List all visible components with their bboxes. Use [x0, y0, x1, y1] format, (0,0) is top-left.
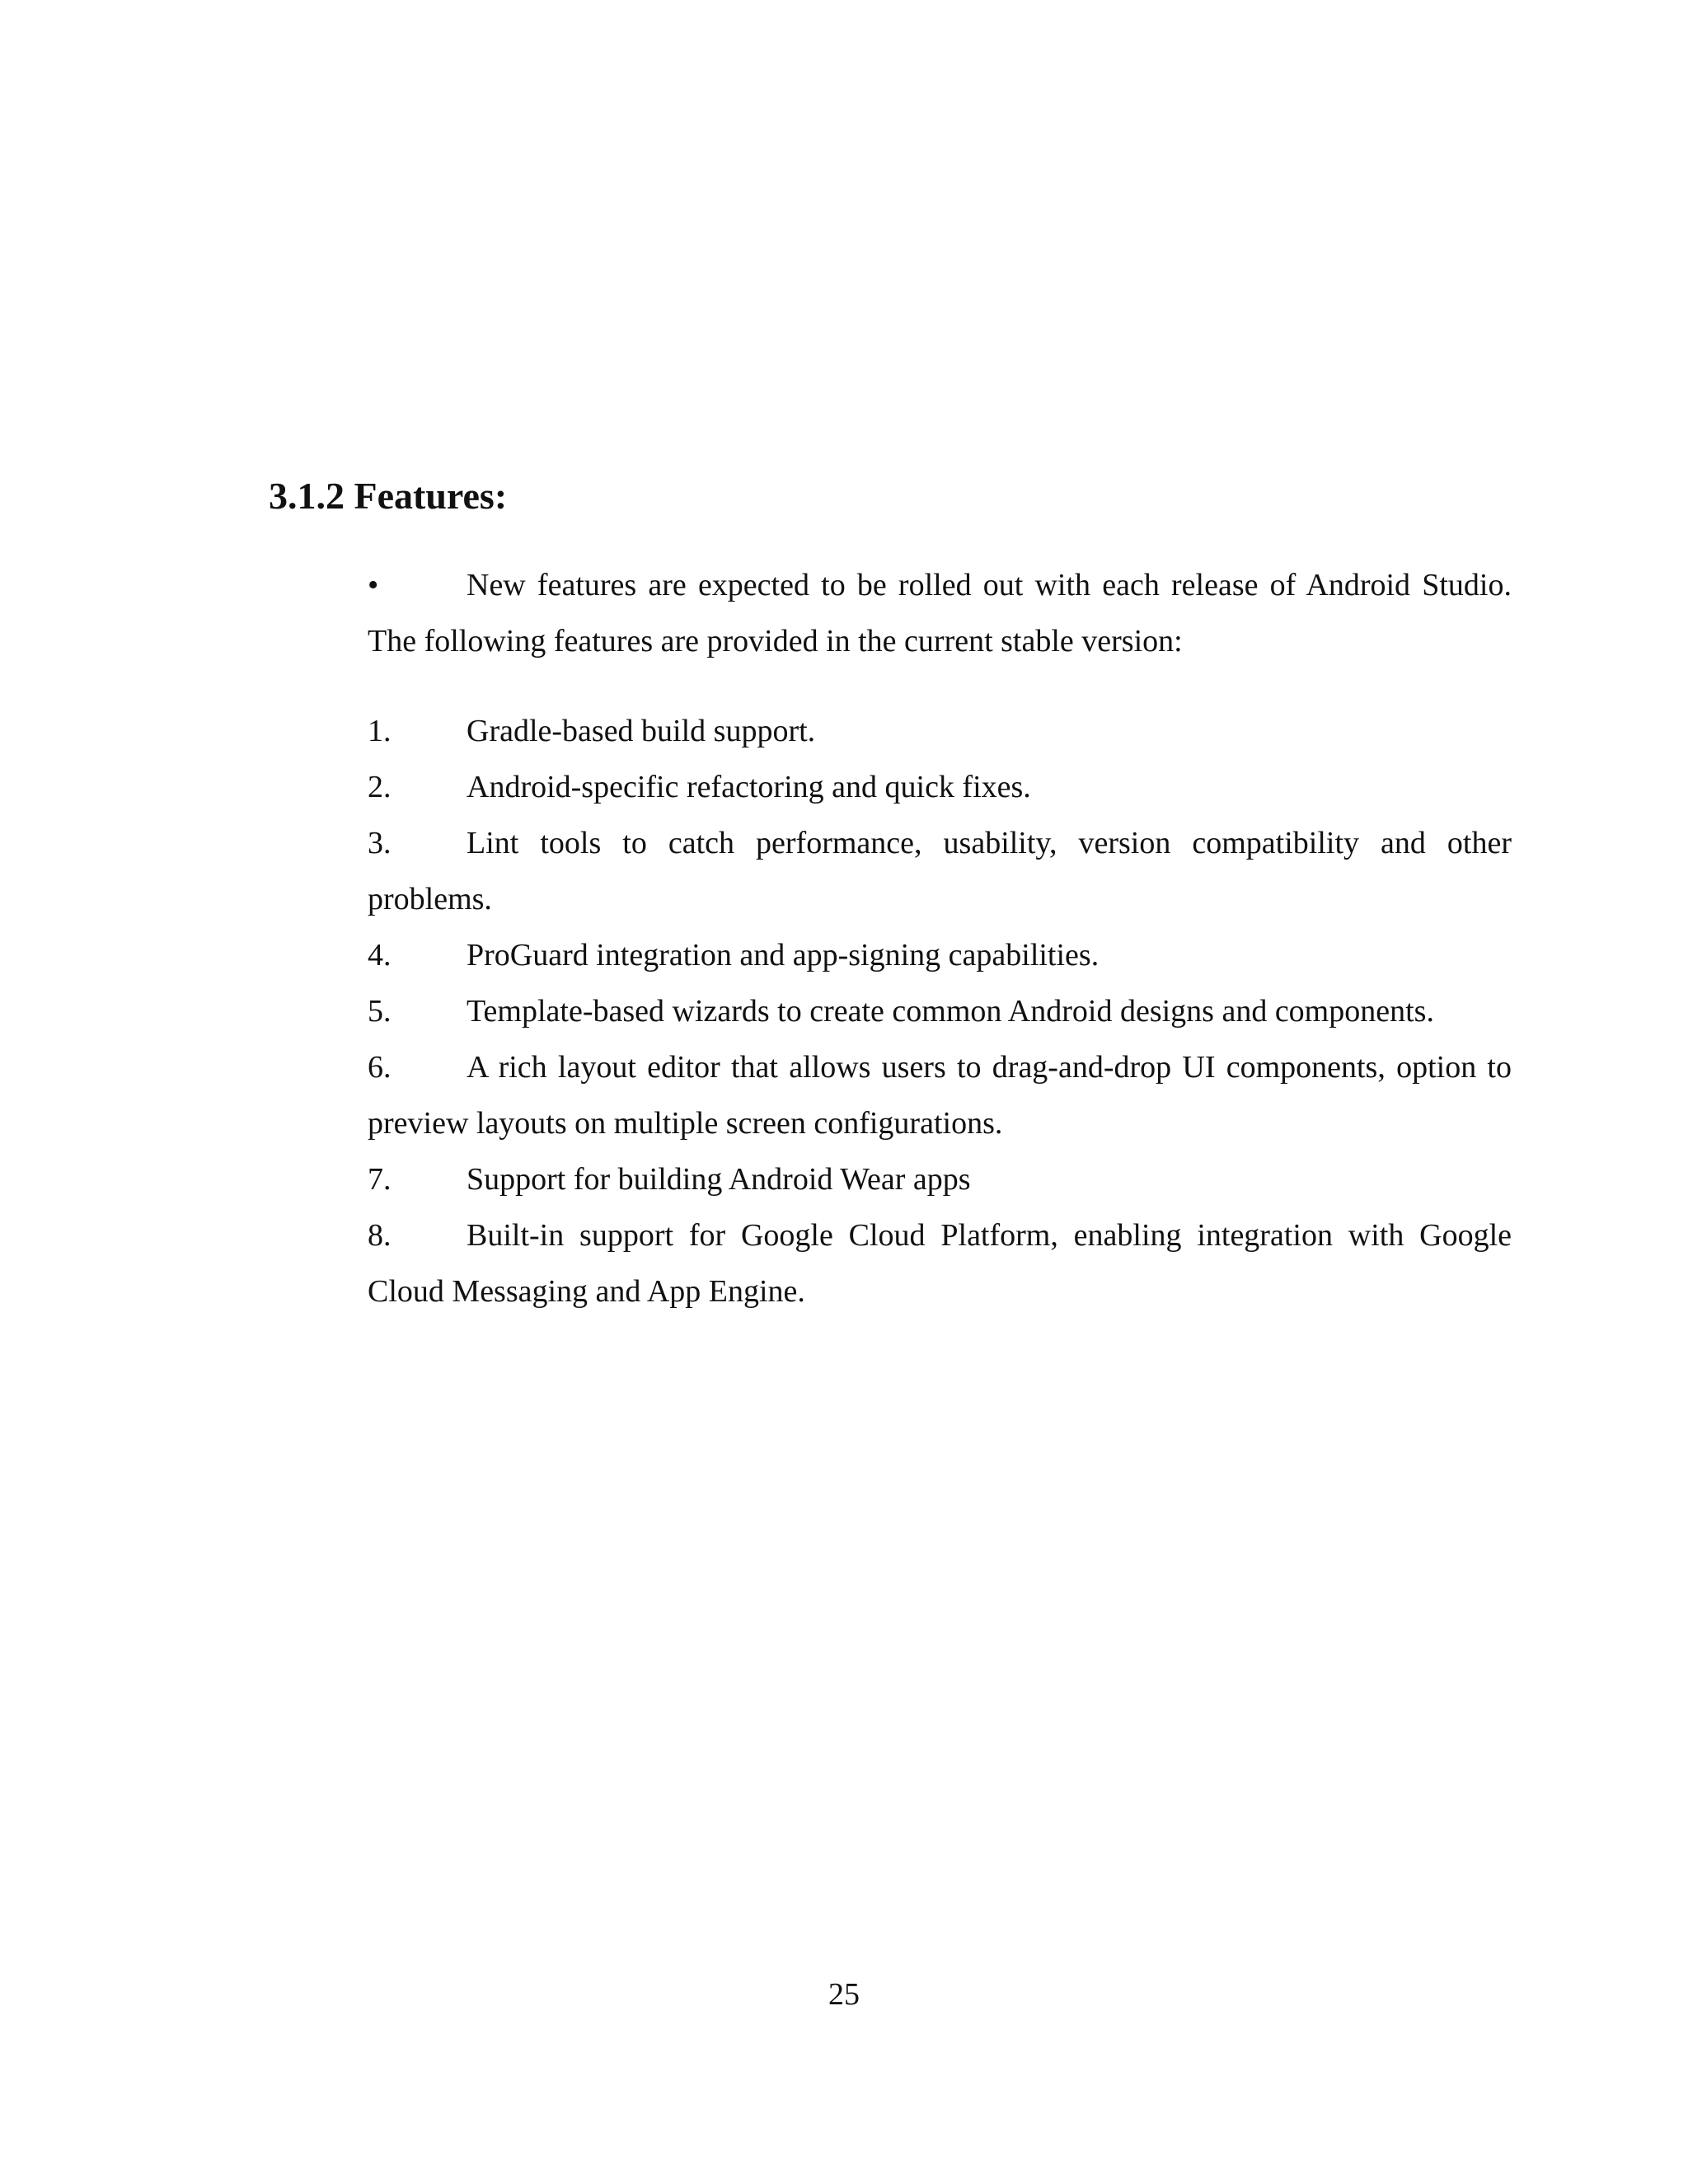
list-item-text: Android-specific refactoring and quick fixes.: [467, 770, 1031, 804]
list-item: [368, 759, 1512, 815]
list-item-number: 4.: [368, 938, 392, 972]
bullet-icon: •: [368, 568, 379, 602]
list-item: [368, 927, 1512, 983]
list-item-number: 3.: [368, 826, 392, 860]
list-item-number: 8.: [368, 1218, 392, 1253]
features-list: [368, 703, 1512, 1319]
list-item-number: 5.: [368, 994, 392, 1029]
list-item-number: 1.: [368, 714, 392, 748]
list-item-text: A rich layout editor that allows users to drag-and-drop UI components, option to preview layouts on multiple screen configurations.: [368, 1050, 1512, 1141]
list-item-text: Gradle-based build support.: [467, 714, 816, 748]
list-item-text: Built-in support for Google Cloud Platform, enabling integration with Google Cloud Messaging and App Engine.: [368, 1218, 1512, 1309]
list-item-text: Lint tools to catch performance, usability, version compatibility and other problems.: [368, 826, 1512, 916]
list-item-number: 6.: [368, 1050, 392, 1085]
list-item-text: Support for building Android Wear apps: [467, 1162, 971, 1197]
intro-line-2: The following features are provided in the current stable version:: [368, 624, 1183, 658]
list-item-text: ProGuard integration and app-signing capabilities.: [467, 938, 1100, 972]
intro-line-1: New features are expected to be rolled out with each release of Android Studio.: [467, 568, 1512, 602]
list-item-number: 2.: [368, 770, 392, 804]
list-item: [368, 703, 1512, 759]
list-item: [368, 1151, 1512, 1207]
list-item-text: Template-based wizards to create common Android designs and components.: [467, 994, 1434, 1029]
page-number: 25: [828, 1977, 860, 2012]
list-item: [368, 983, 1512, 1039]
list-item: [368, 1207, 1512, 1319]
list-item: [368, 815, 1512, 927]
section-heading: 3.1.2 Features:: [269, 475, 508, 517]
list-item-number: 7.: [368, 1162, 392, 1197]
list-item: [368, 1039, 1512, 1151]
intro-paragraph: [368, 557, 1512, 669]
